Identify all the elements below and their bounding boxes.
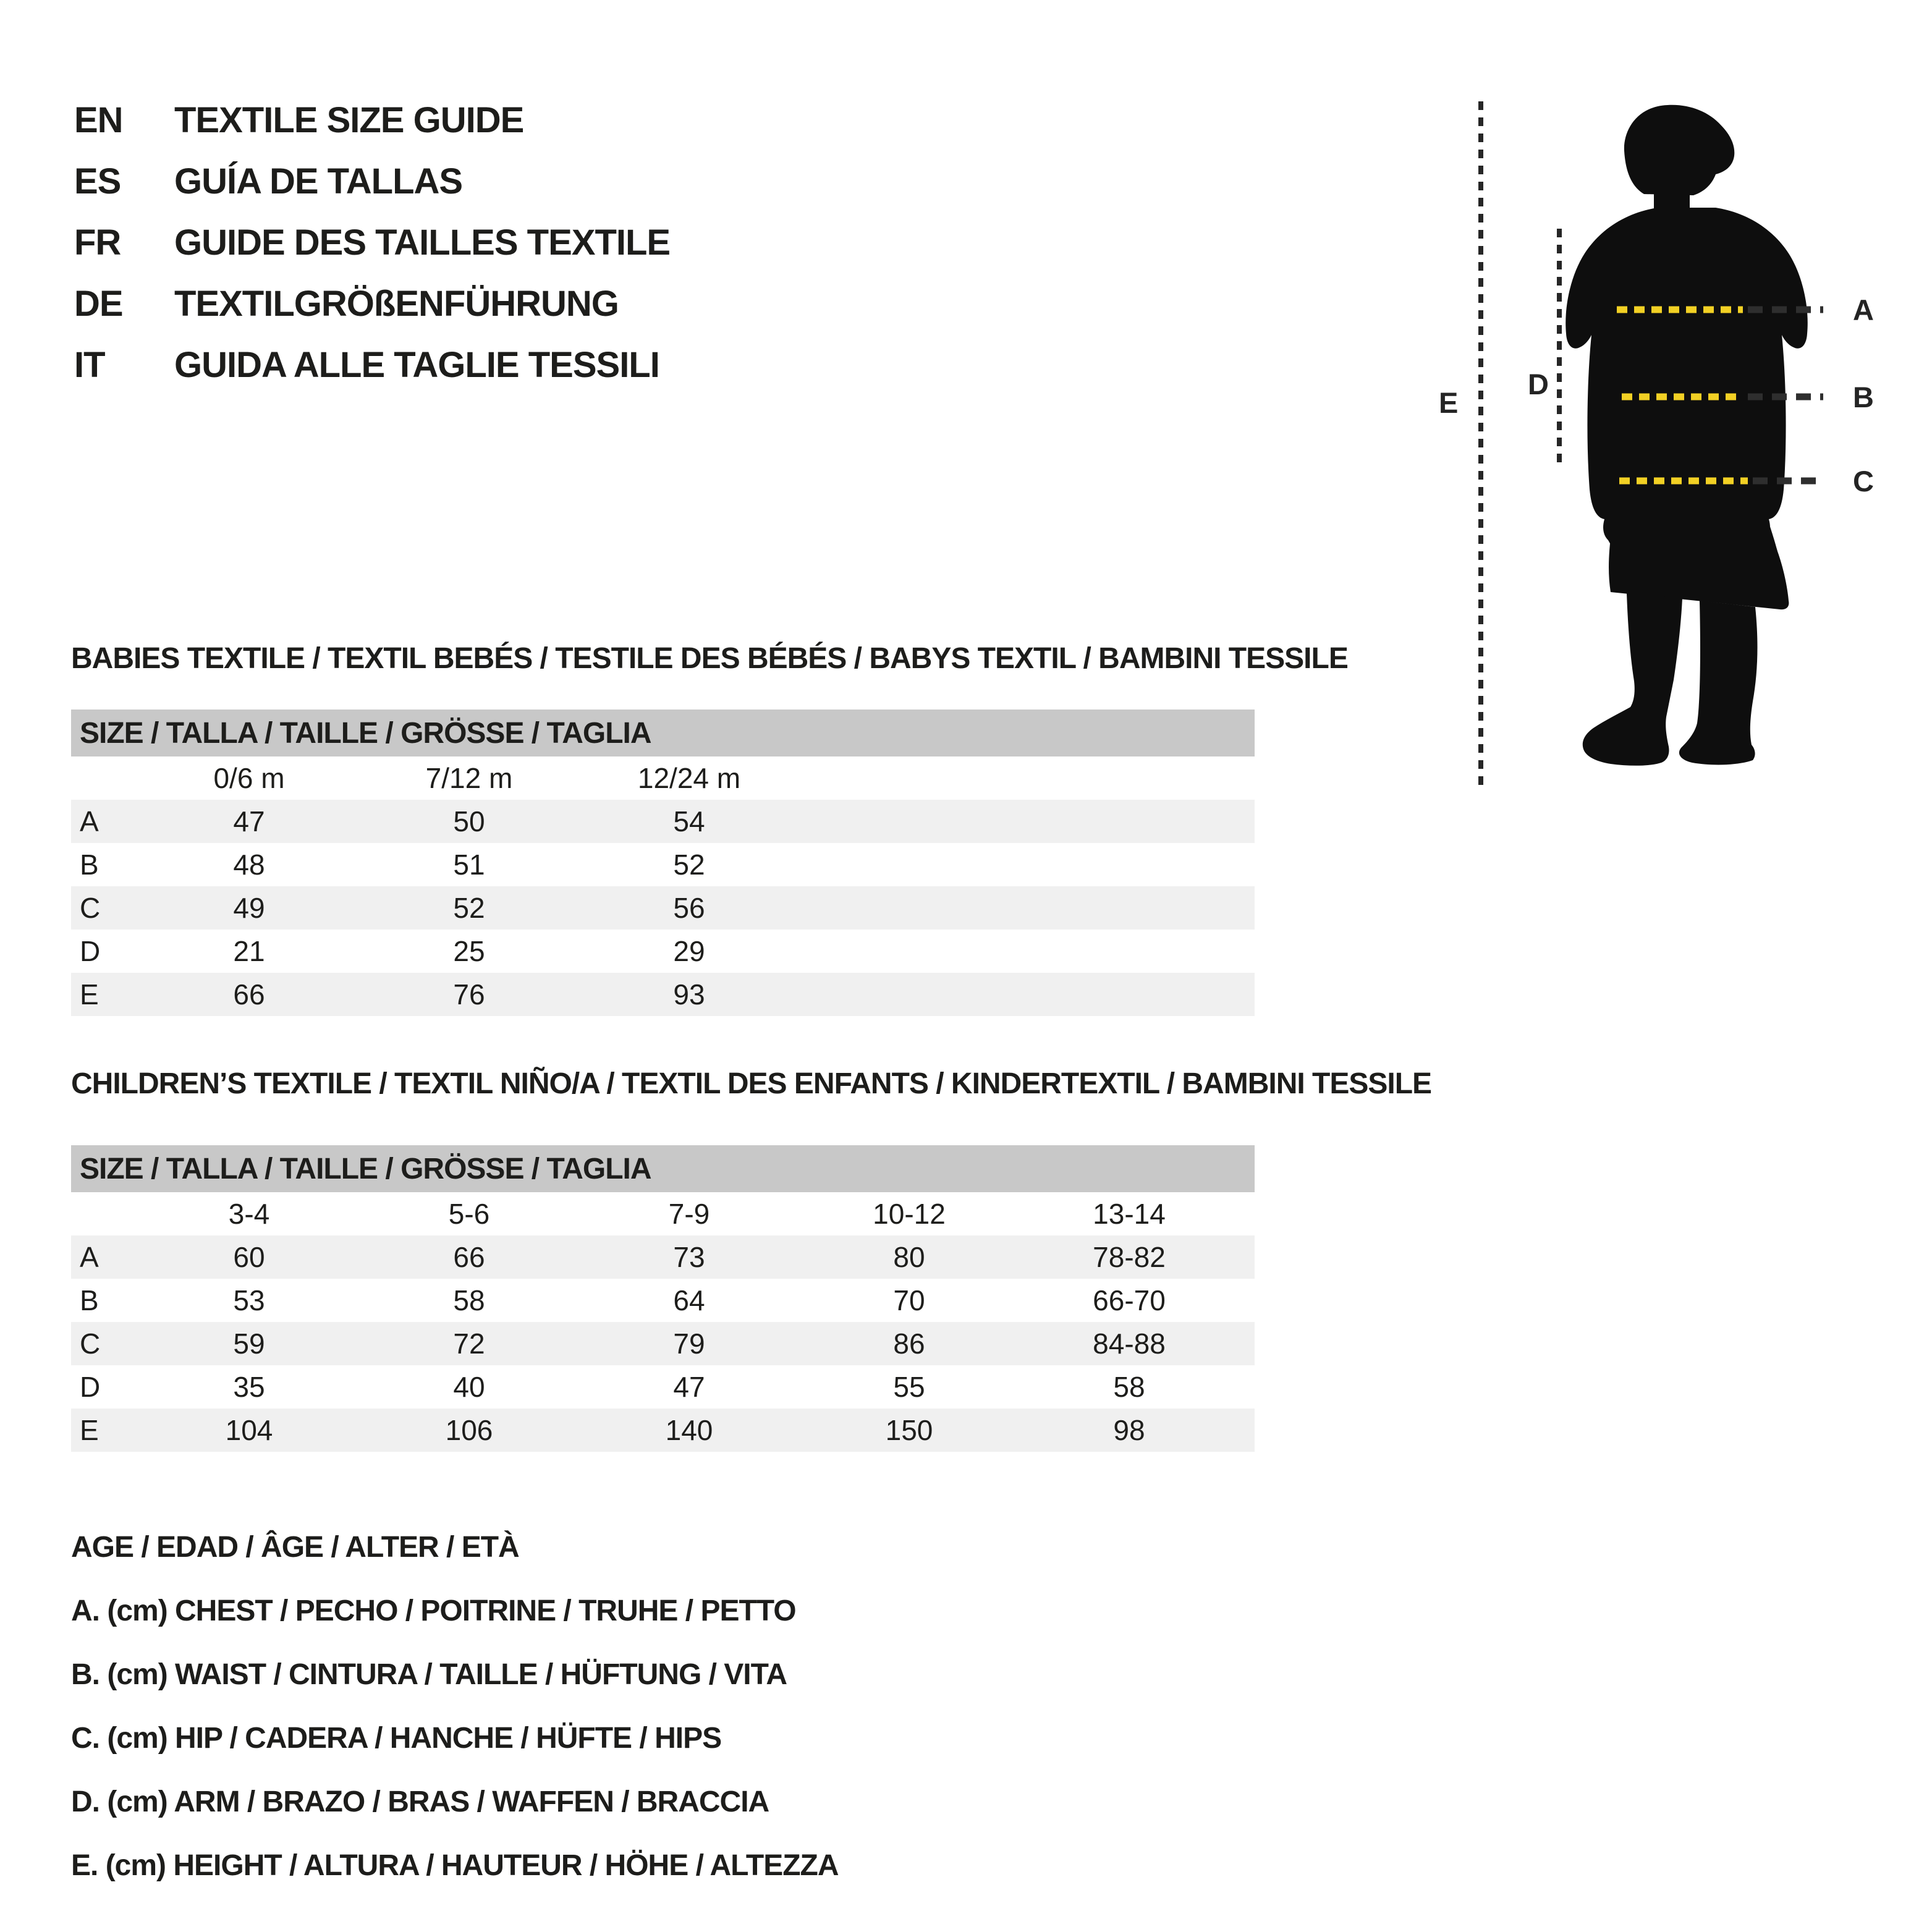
row-label: B [80,849,99,881]
table-cell: 52 [673,849,705,881]
table-row [71,886,1255,930]
table-cell: 47 [673,1371,705,1403]
column-header: 7/12 m [425,762,513,794]
measurement-legend [71,1515,839,1897]
row-label: D [80,935,101,967]
table-cell: 35 [233,1371,265,1403]
row-label: B [80,1284,99,1316]
silhouette-head [1624,105,1734,195]
guide-title: GUIDA ALLE TAGLIE TESSILI [174,345,659,385]
table-cell: 49 [233,892,265,924]
table-row [71,1235,1255,1279]
legend-arm: D. (cm) ARM / BRAZO / BRAS / WAFFEN / BRACCIA [71,1786,769,1818]
legend-age: AGE / EDAD / ÂGE / ALTER / ETÀ [71,1531,519,1564]
table-cell: 55 [893,1371,925,1403]
legend-hip: C. (cm) HIP / CADERA / HANCHE / HÜFTE / HIPS [71,1722,722,1755]
babies-column-header-row [71,756,1255,800]
row-label: A [80,1241,99,1273]
silhouette-torso [1566,208,1808,549]
table-cell: 73 [673,1241,705,1273]
table-cell: 79 [673,1328,705,1360]
table-cell: 66 [233,978,265,1010]
lang-row-fr [74,212,670,273]
figure-label-a: A [1853,294,1874,326]
lang-code: EN [74,100,123,140]
table-cell: 40 [453,1371,485,1403]
table-cell: 59 [233,1328,265,1360]
lang-row-es [74,151,670,212]
table-cell: 140 [665,1414,713,1446]
table-cell: 104 [225,1414,273,1446]
lang-row-en [74,90,670,151]
table-cell: 47 [233,805,265,837]
legend-chest: A. (cm) CHEST / PECHO / POITRINE / TRUHE / PETTO [71,1595,796,1627]
children-section-title: CHILDREN’S TEXTILE / TEXTIL NIÑO/A / TEXTIL DES ENFANTS / KINDERTEXTIL / BAMBINI TESSILE [71,1067,1432,1100]
table-cell: 54 [673,805,705,837]
table-cell: 52 [453,892,485,924]
table-cell: 84-88 [1093,1328,1166,1360]
table-cell: 76 [453,978,485,1010]
figure-label-d: D [1528,368,1549,400]
guide-title: TEXTILGRÖßENFÜHRUNG [174,284,619,324]
row-label: E [80,978,99,1010]
row-label: D [80,1371,101,1403]
table-cell: 86 [893,1328,925,1360]
figure-label-e: E [1439,386,1459,419]
row-label: C [80,1328,101,1360]
babies-size-table [71,710,1255,1016]
child-measurement-figure [1409,87,1932,803]
silhouette-right-leg [1679,601,1758,765]
table-cell: 56 [673,892,705,924]
table-cell: 64 [673,1284,705,1316]
lang-code: FR [74,222,121,263]
table-cell: 60 [233,1241,265,1273]
table-cell: 58 [453,1284,485,1316]
row-label: C [80,892,101,924]
lang-row-it [74,334,670,396]
lang-code: IT [74,345,105,385]
table-row [71,973,1255,1016]
column-header: 5-6 [448,1198,490,1230]
row-label: A [80,805,99,837]
lang-code: ES [74,161,121,201]
table-row [71,1365,1255,1409]
column-header: 3-4 [228,1198,270,1230]
table-cell: 51 [453,849,485,881]
table-cell: 53 [233,1284,265,1316]
table-cell: 106 [445,1414,493,1446]
guide-title: TEXTILE SIZE GUIDE [174,100,524,140]
column-header: 13-14 [1093,1198,1166,1230]
table-cell: 98 [1113,1414,1145,1446]
children-table-header: SIZE / TALLA / TAILLE / GRÖSSE / TAGLIA [71,1145,1255,1192]
legend-waist: B. (cm) WAIST / CINTURA / TAILLE / HÜFTUNG / VITA [71,1658,787,1691]
children-column-header-row [71,1192,1255,1235]
silhouette-left-leg [1583,593,1682,766]
babies-table-header: SIZE / TALLA / TAILLE / GRÖSSE / TAGLIA [71,710,1255,756]
table-row [71,1279,1255,1322]
table-cell: 21 [233,935,265,967]
column-header: 0/6 m [213,762,285,794]
row-label: E [80,1414,99,1446]
guide-title: GUÍA DE TALLAS [174,161,463,201]
table-cell: 66 [453,1241,485,1273]
children-size-table [71,1145,1255,1452]
table-row [71,800,1255,843]
guide-title: GUIDE DES TAILLES TEXTILE [174,222,671,263]
figure-label-b: B [1853,381,1874,413]
table-cell: 48 [233,849,265,881]
table-cell: 29 [673,935,705,967]
column-header: 10-12 [873,1198,946,1230]
legend-height: E. (cm) HEIGHT / ALTURA / HAUTEUR / HÖHE / ALTEZZA [71,1849,839,1882]
figure-label-c: C [1853,465,1874,498]
table-cell: 50 [453,805,485,837]
column-header: 12/24 m [637,762,741,794]
table-cell: 78-82 [1093,1241,1166,1273]
table-row [71,930,1255,973]
table-cell: 72 [453,1328,485,1360]
table-cell: 150 [885,1414,933,1446]
table-cell: 58 [1113,1371,1145,1403]
table-cell: 80 [893,1241,925,1273]
lang-row-de [74,273,670,334]
table-row [71,843,1255,886]
table-cell: 66-70 [1093,1284,1166,1316]
table-row [71,1409,1255,1452]
table-row [71,1322,1255,1365]
column-header: 7-9 [668,1198,710,1230]
lang-code: DE [74,284,123,324]
table-cell: 93 [673,978,705,1010]
language-title-list [74,90,670,396]
table-cell: 70 [893,1284,925,1316]
table-cell: 25 [453,935,485,967]
child-silhouette-icon [1566,105,1808,766]
babies-section-title: BABIES TEXTILE / TEXTIL BEBÉS / TESTILE DES BÉBÉS / BABYS TEXTIL / BAMBINI TESSILE [71,642,1348,675]
